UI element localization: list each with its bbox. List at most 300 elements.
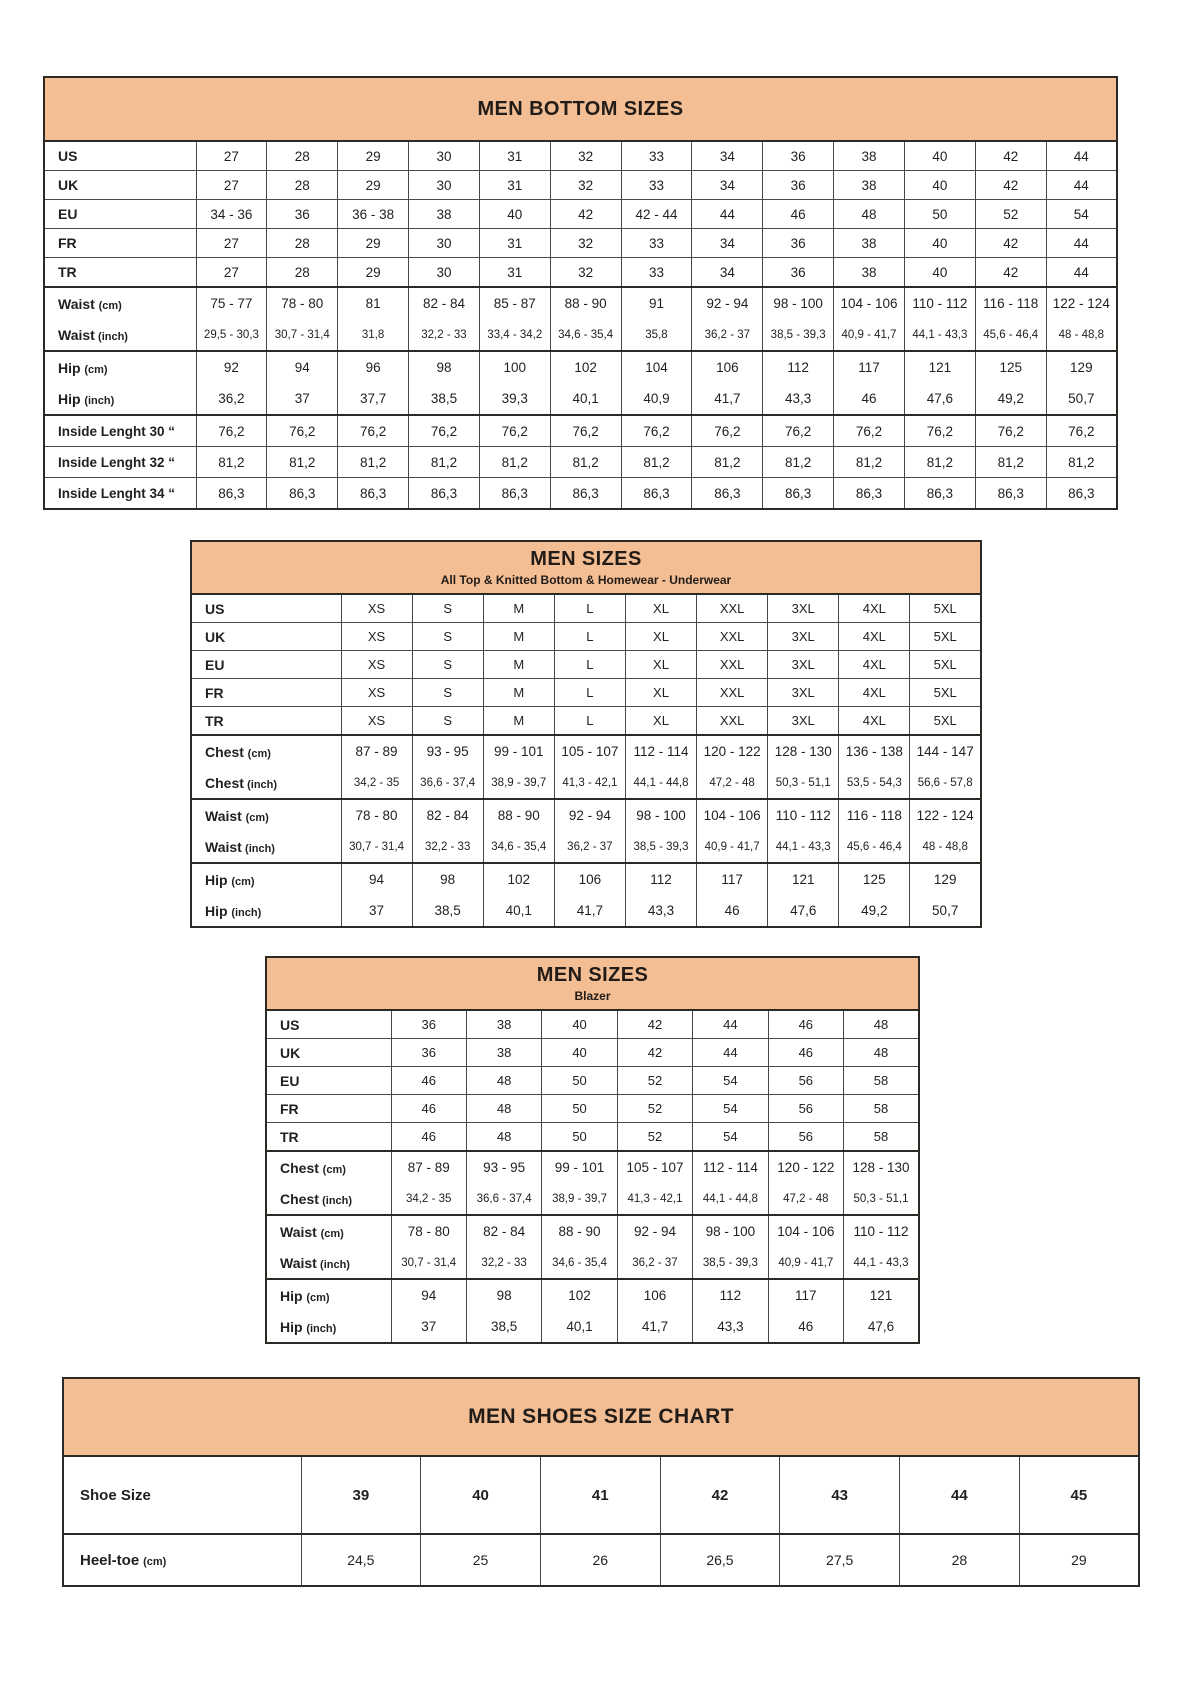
value-cell: 34,2 - 35 [341,767,412,799]
value-cell: 78 - 80 [391,1215,466,1247]
value-cell: 28 [267,171,338,200]
row-label-text: Inside Lenght 30 “ [58,423,176,439]
value-cell: 78 - 80 [341,799,412,831]
value-cell: 42 - 44 [621,200,692,229]
value-cell: 46 [763,200,834,229]
value-cell: XL [625,651,696,679]
value-cell: 42 [660,1456,780,1534]
value-cell: 40,1 [483,895,554,927]
row-label-unit: (cm) [84,363,108,376]
value-cell: XXL [697,623,768,651]
row-label-text: Hip [205,902,228,919]
value-cell: 94 [267,351,338,383]
value-cell: 33 [621,258,692,288]
value-cell: 34,6 - 35,4 [542,1247,617,1279]
value-cell: 87 - 89 [341,735,412,767]
value-cell: 58 [844,1095,919,1123]
row-label-unit: (inch) [247,778,278,791]
value-cell: 38,5 [412,895,483,927]
value-cell: 29 [338,258,409,288]
row-label [44,319,196,351]
value-cell: 94 [341,863,412,895]
value-cell: 34 [692,229,763,258]
value-cell: 46 [697,895,768,927]
value-cell: 40 [904,229,975,258]
value-cell: XXL [697,651,768,679]
value-cell: 92 - 94 [692,287,763,319]
row-fr [191,679,981,707]
value-cell: 100 [479,351,550,383]
value-cell: 34 - 36 [196,200,267,229]
table-title: MEN SIZES [530,548,642,570]
value-cell: 47,6 [768,895,839,927]
value-cell: 54 [693,1123,768,1152]
table-header [63,1378,1139,1456]
row-label [266,1151,391,1183]
value-cell: 3XL [768,623,839,651]
value-cell: 30 [409,171,480,200]
value-cell: 38,5 - 39,3 [693,1247,768,1279]
value-cell: 3XL [768,651,839,679]
value-cell: 86,3 [409,478,480,510]
value-cell: 122 - 124 [1046,287,1117,319]
row-label-text: EU [58,206,78,222]
row-label-unit: (cm) [245,811,269,824]
value-cell: 81,2 [409,447,480,478]
value-cell: 81,2 [338,447,409,478]
value-cell: 26 [540,1534,660,1586]
value-cell: L [554,679,625,707]
row-eu [44,200,1117,229]
row-label [44,258,196,288]
row-label-unit: (cm) [247,747,271,760]
table-header-row [44,77,1117,141]
value-cell: 81,2 [267,447,338,478]
value-cell: 31 [479,141,550,171]
value-cell: 5XL [910,623,981,651]
row-label-text: UK [280,1044,301,1061]
row-label [44,351,196,383]
value-cell: 38 [466,1010,541,1039]
value-cell: 38,5 [466,1311,541,1343]
value-cell: 31 [479,229,550,258]
value-cell: 40 [542,1010,617,1039]
row-label [44,141,196,171]
value-cell: 76,2 [479,415,550,447]
value-cell: XL [625,623,696,651]
value-cell: 48 - 48,8 [910,831,981,863]
size-chart-page [0,76,1200,1587]
value-cell: 31,8 [338,319,409,351]
row-label-unit: (inch) [245,842,275,855]
value-cell: 36,2 - 37 [554,831,625,863]
value-cell: 40 [542,1039,617,1067]
row-label [191,799,341,831]
row-label [266,1095,391,1123]
value-cell: 129 [910,863,981,895]
row-label-text: TR [58,264,77,280]
value-cell: 36,2 - 37 [692,319,763,351]
value-cell: XS [341,651,412,679]
value-cell: 50 [542,1067,617,1095]
value-cell: 32,2 - 33 [409,319,480,351]
value-cell: 30,7 - 31,4 [341,831,412,863]
row-label-unit: (inch) [98,330,128,343]
value-cell: 52 [617,1095,692,1123]
row-label-text: Inside Lenght 34 “ [58,485,176,501]
row-us [266,1010,919,1039]
value-cell: 4XL [839,651,910,679]
value-cell: 38,9 - 39,7 [542,1183,617,1215]
value-cell: 86,3 [621,478,692,510]
value-cell: 102 [483,863,554,895]
value-cell: 81,2 [763,447,834,478]
value-cell: 43,3 [625,895,696,927]
row-label-text: Waist [58,326,95,343]
value-cell: 30 [409,141,480,171]
value-cell: 116 - 118 [975,287,1046,319]
value-cell: 44,1 - 44,8 [625,767,696,799]
value-cell: 86,3 [267,478,338,510]
value-cell: 98 [412,863,483,895]
value-cell: 33 [621,229,692,258]
value-cell: 106 [617,1279,692,1311]
value-cell: 81,2 [550,447,621,478]
value-cell: 40 [421,1456,541,1534]
row-label-text: TR [205,712,224,729]
value-cell: 93 - 95 [466,1151,541,1183]
value-cell: M [483,679,554,707]
value-cell: 46 [834,383,905,415]
value-cell: 75 - 77 [196,287,267,319]
value-cell: 52 [617,1067,692,1095]
value-cell: 86,3 [479,478,550,510]
value-cell: 41,3 - 42,1 [617,1183,692,1215]
value-cell: 28 [267,229,338,258]
value-cell: 38 [834,141,905,171]
row-label [266,1067,391,1095]
row-label-text: Waist [280,1254,317,1271]
value-cell: 44,1 - 43,3 [844,1247,919,1279]
value-cell: 38,5 - 39,3 [625,831,696,863]
row-label [191,735,341,767]
value-cell: XXL [697,679,768,707]
value-cell: 48 [466,1067,541,1095]
value-cell: 38,9 - 39,7 [483,767,554,799]
value-cell: 54 [1046,200,1117,229]
value-cell: 40 [904,171,975,200]
value-cell: 76,2 [338,415,409,447]
value-cell: 121 [904,351,975,383]
value-cell: 99 - 101 [542,1151,617,1183]
value-cell: 33,4 - 34,2 [479,319,550,351]
row-label-unit: (inch) [231,906,262,919]
value-cell: 112 [763,351,834,383]
value-cell: 98 [466,1279,541,1311]
value-cell: 33 [621,171,692,200]
row-label [266,1039,391,1067]
value-cell: 34 [692,258,763,288]
value-cell: 81,2 [692,447,763,478]
value-cell: 53,5 - 54,3 [839,767,910,799]
row-tr [266,1123,919,1152]
value-cell: 76,2 [904,415,975,447]
value-cell: 81,2 [479,447,550,478]
value-cell: 104 [621,351,692,383]
value-cell: L [554,623,625,651]
value-cell: 82 - 84 [409,287,480,319]
row-label [191,594,341,623]
value-cell: 50,3 - 51,1 [768,767,839,799]
value-cell: 96 [338,351,409,383]
value-cell: 5XL [910,679,981,707]
value-cell: 81,2 [834,447,905,478]
value-cell: 47,6 [904,383,975,415]
table-header [191,541,981,594]
value-cell: 29 [338,229,409,258]
row-label-text: TR [280,1128,299,1145]
row-label-text: UK [205,628,226,645]
row-label [266,1123,391,1152]
table-header-row [63,1378,1139,1456]
value-cell: 4XL [839,707,910,736]
value-cell: 82 - 84 [466,1215,541,1247]
value-cell: XL [625,707,696,736]
row-label [44,171,196,200]
value-cell: 33 [621,141,692,171]
value-cell: 120 - 122 [697,735,768,767]
value-cell: 46 [391,1095,466,1123]
value-cell: XL [625,679,696,707]
value-cell: 105 - 107 [617,1151,692,1183]
row-label [44,478,196,510]
value-cell: 4XL [839,594,910,623]
value-cell: 44 [1046,258,1117,288]
row-label-text: Waist [280,1223,317,1240]
value-cell: 93 - 95 [412,735,483,767]
table-title: MEN SIZES [536,964,649,986]
value-cell: XXL [697,707,768,736]
row-chest-inch [266,1183,919,1215]
table-title: MEN BOTTOM SIZES [477,97,684,120]
value-cell: 50 [904,200,975,229]
row-label-text: US [205,600,225,617]
value-cell: 38,5 - 39,3 [763,319,834,351]
row-label-text: Hip [58,359,81,376]
value-cell: 98 - 100 [693,1215,768,1247]
value-cell: 50,7 [1046,383,1117,415]
value-cell: 40 [479,200,550,229]
value-cell: 36 [763,258,834,288]
value-cell: 104 - 106 [697,799,768,831]
row-label [266,1215,391,1247]
value-cell: 58 [844,1067,919,1095]
value-cell: 43,3 [763,383,834,415]
row-label-text: EU [205,656,225,673]
value-cell: 41,7 [617,1311,692,1343]
value-cell: 30 [409,258,480,288]
value-cell: 42 [975,258,1046,288]
value-cell: 46 [768,1039,843,1067]
value-cell: 27,5 [780,1534,900,1586]
value-cell: XS [341,623,412,651]
value-cell: 5XL [910,707,981,736]
value-cell: 48 - 48,8 [1046,319,1117,351]
row-fr [266,1095,919,1123]
value-cell: 40,1 [542,1311,617,1343]
value-cell: 30 [409,229,480,258]
row-label [44,200,196,229]
value-cell: 42 [617,1039,692,1067]
row-hip-cm [191,863,981,895]
value-cell: 25 [421,1534,541,1586]
row-label-text: Waist [205,838,242,855]
row-tr [44,258,1117,288]
value-cell: 32,2 - 33 [412,831,483,863]
value-cell: 48 [466,1123,541,1152]
row-label-unit: (inch) [84,394,115,407]
row-waist-inch [44,319,1117,351]
value-cell: 54 [693,1095,768,1123]
value-cell: 36 [763,171,834,200]
value-cell: 40 [904,258,975,288]
value-cell: 106 [692,351,763,383]
row-tr [191,707,981,736]
value-cell: 52 [617,1123,692,1152]
value-cell: 28 [267,141,338,171]
value-cell: 56,6 - 57,8 [910,767,981,799]
row-hip-inch [266,1311,919,1343]
value-cell: 105 - 107 [554,735,625,767]
value-cell: 24,5 [301,1534,421,1586]
value-cell: 86,3 [196,478,267,510]
row-label-text: Chest [205,743,244,760]
value-cell: 45,6 - 46,4 [839,831,910,863]
value-cell: 36,6 - 37,4 [466,1183,541,1215]
value-cell: 98 - 100 [625,799,696,831]
value-cell: 37 [341,895,412,927]
row-label-text: Heel-toe [80,1551,140,1569]
row-label-unit: (inch) [322,1194,353,1207]
value-cell: XS [341,594,412,623]
value-cell: 91 [621,287,692,319]
value-cell: 36 [391,1039,466,1067]
row-label-text: Chest [280,1159,319,1176]
value-cell: 102 [542,1279,617,1311]
value-cell: 44 [1046,171,1117,200]
value-cell: 88 - 90 [483,799,554,831]
value-cell: 40,9 - 41,7 [697,831,768,863]
row-uk [191,623,981,651]
value-cell: 38 [834,171,905,200]
row-waist-cm [44,287,1117,319]
value-cell: 28 [900,1534,1020,1586]
value-cell: 42 [975,229,1046,258]
value-cell: 42 [617,1010,692,1039]
value-cell: 48 [844,1039,919,1067]
value-cell: 76,2 [621,415,692,447]
value-cell: XS [341,707,412,736]
value-cell: XL [625,594,696,623]
men-sizes-tops-table [190,540,982,928]
value-cell: 50 [542,1095,617,1123]
value-cell: 86,3 [834,478,905,510]
row-hip-inch [191,895,981,927]
row-label [191,679,341,707]
value-cell: 27 [196,229,267,258]
value-cell: 45,6 - 46,4 [975,319,1046,351]
row-hip-cm [44,351,1117,383]
row-label-text: Chest [280,1190,319,1207]
row-label [44,383,196,415]
value-cell: 44,1 - 43,3 [904,319,975,351]
value-cell: 117 [697,863,768,895]
value-cell: 86,3 [904,478,975,510]
row-us [191,594,981,623]
value-cell: 36 - 38 [338,200,409,229]
row-label-text: FR [280,1100,299,1117]
row-label [191,707,341,736]
row-label-unit: (cm) [231,875,255,888]
table-header [44,77,1117,141]
value-cell: 38 [834,229,905,258]
value-cell: 81,2 [621,447,692,478]
value-cell: 40 [904,141,975,171]
value-cell: 116 - 118 [839,799,910,831]
value-cell: 44,1 - 44,8 [693,1183,768,1215]
value-cell: 98 [409,351,480,383]
value-cell: 85 - 87 [479,287,550,319]
value-cell: 99 - 101 [483,735,554,767]
men-bottom-sizes-table [43,76,1118,510]
value-cell: 4XL [839,679,910,707]
value-cell: 27 [196,258,267,288]
value-cell: 45 [1019,1456,1139,1534]
value-cell: 112 [625,863,696,895]
value-cell: S [412,679,483,707]
row-label [266,1311,391,1343]
value-cell: 43 [780,1456,900,1534]
value-cell: 41,3 - 42,1 [554,767,625,799]
value-cell: M [483,707,554,736]
value-cell: 40,9 - 41,7 [834,319,905,351]
value-cell: 36 [763,141,834,171]
value-cell: 36,6 - 37,4 [412,767,483,799]
value-cell: 125 [975,351,1046,383]
value-cell: 30,7 - 31,4 [391,1247,466,1279]
row-chest-cm [191,735,981,767]
value-cell: 121 [844,1279,919,1311]
value-cell: 86,3 [763,478,834,510]
value-cell: 128 - 130 [768,735,839,767]
row-label [191,831,341,863]
value-cell: 46 [391,1067,466,1095]
value-cell: 44 [693,1039,768,1067]
value-cell: 32 [550,141,621,171]
value-cell: 58 [844,1123,919,1152]
value-cell: 56 [768,1123,843,1152]
value-cell: 32 [550,171,621,200]
row-label-text: Inside Lenght 32 “ [58,454,176,470]
value-cell: XS [341,679,412,707]
value-cell: 44 [693,1010,768,1039]
row-label-text: FR [205,684,224,701]
row-label-text: US [280,1016,300,1033]
value-cell: 47,2 - 48 [697,767,768,799]
value-cell: 50 [542,1123,617,1152]
row-label-unit: (inch) [306,1322,337,1335]
value-cell: 38,5 [409,383,480,415]
